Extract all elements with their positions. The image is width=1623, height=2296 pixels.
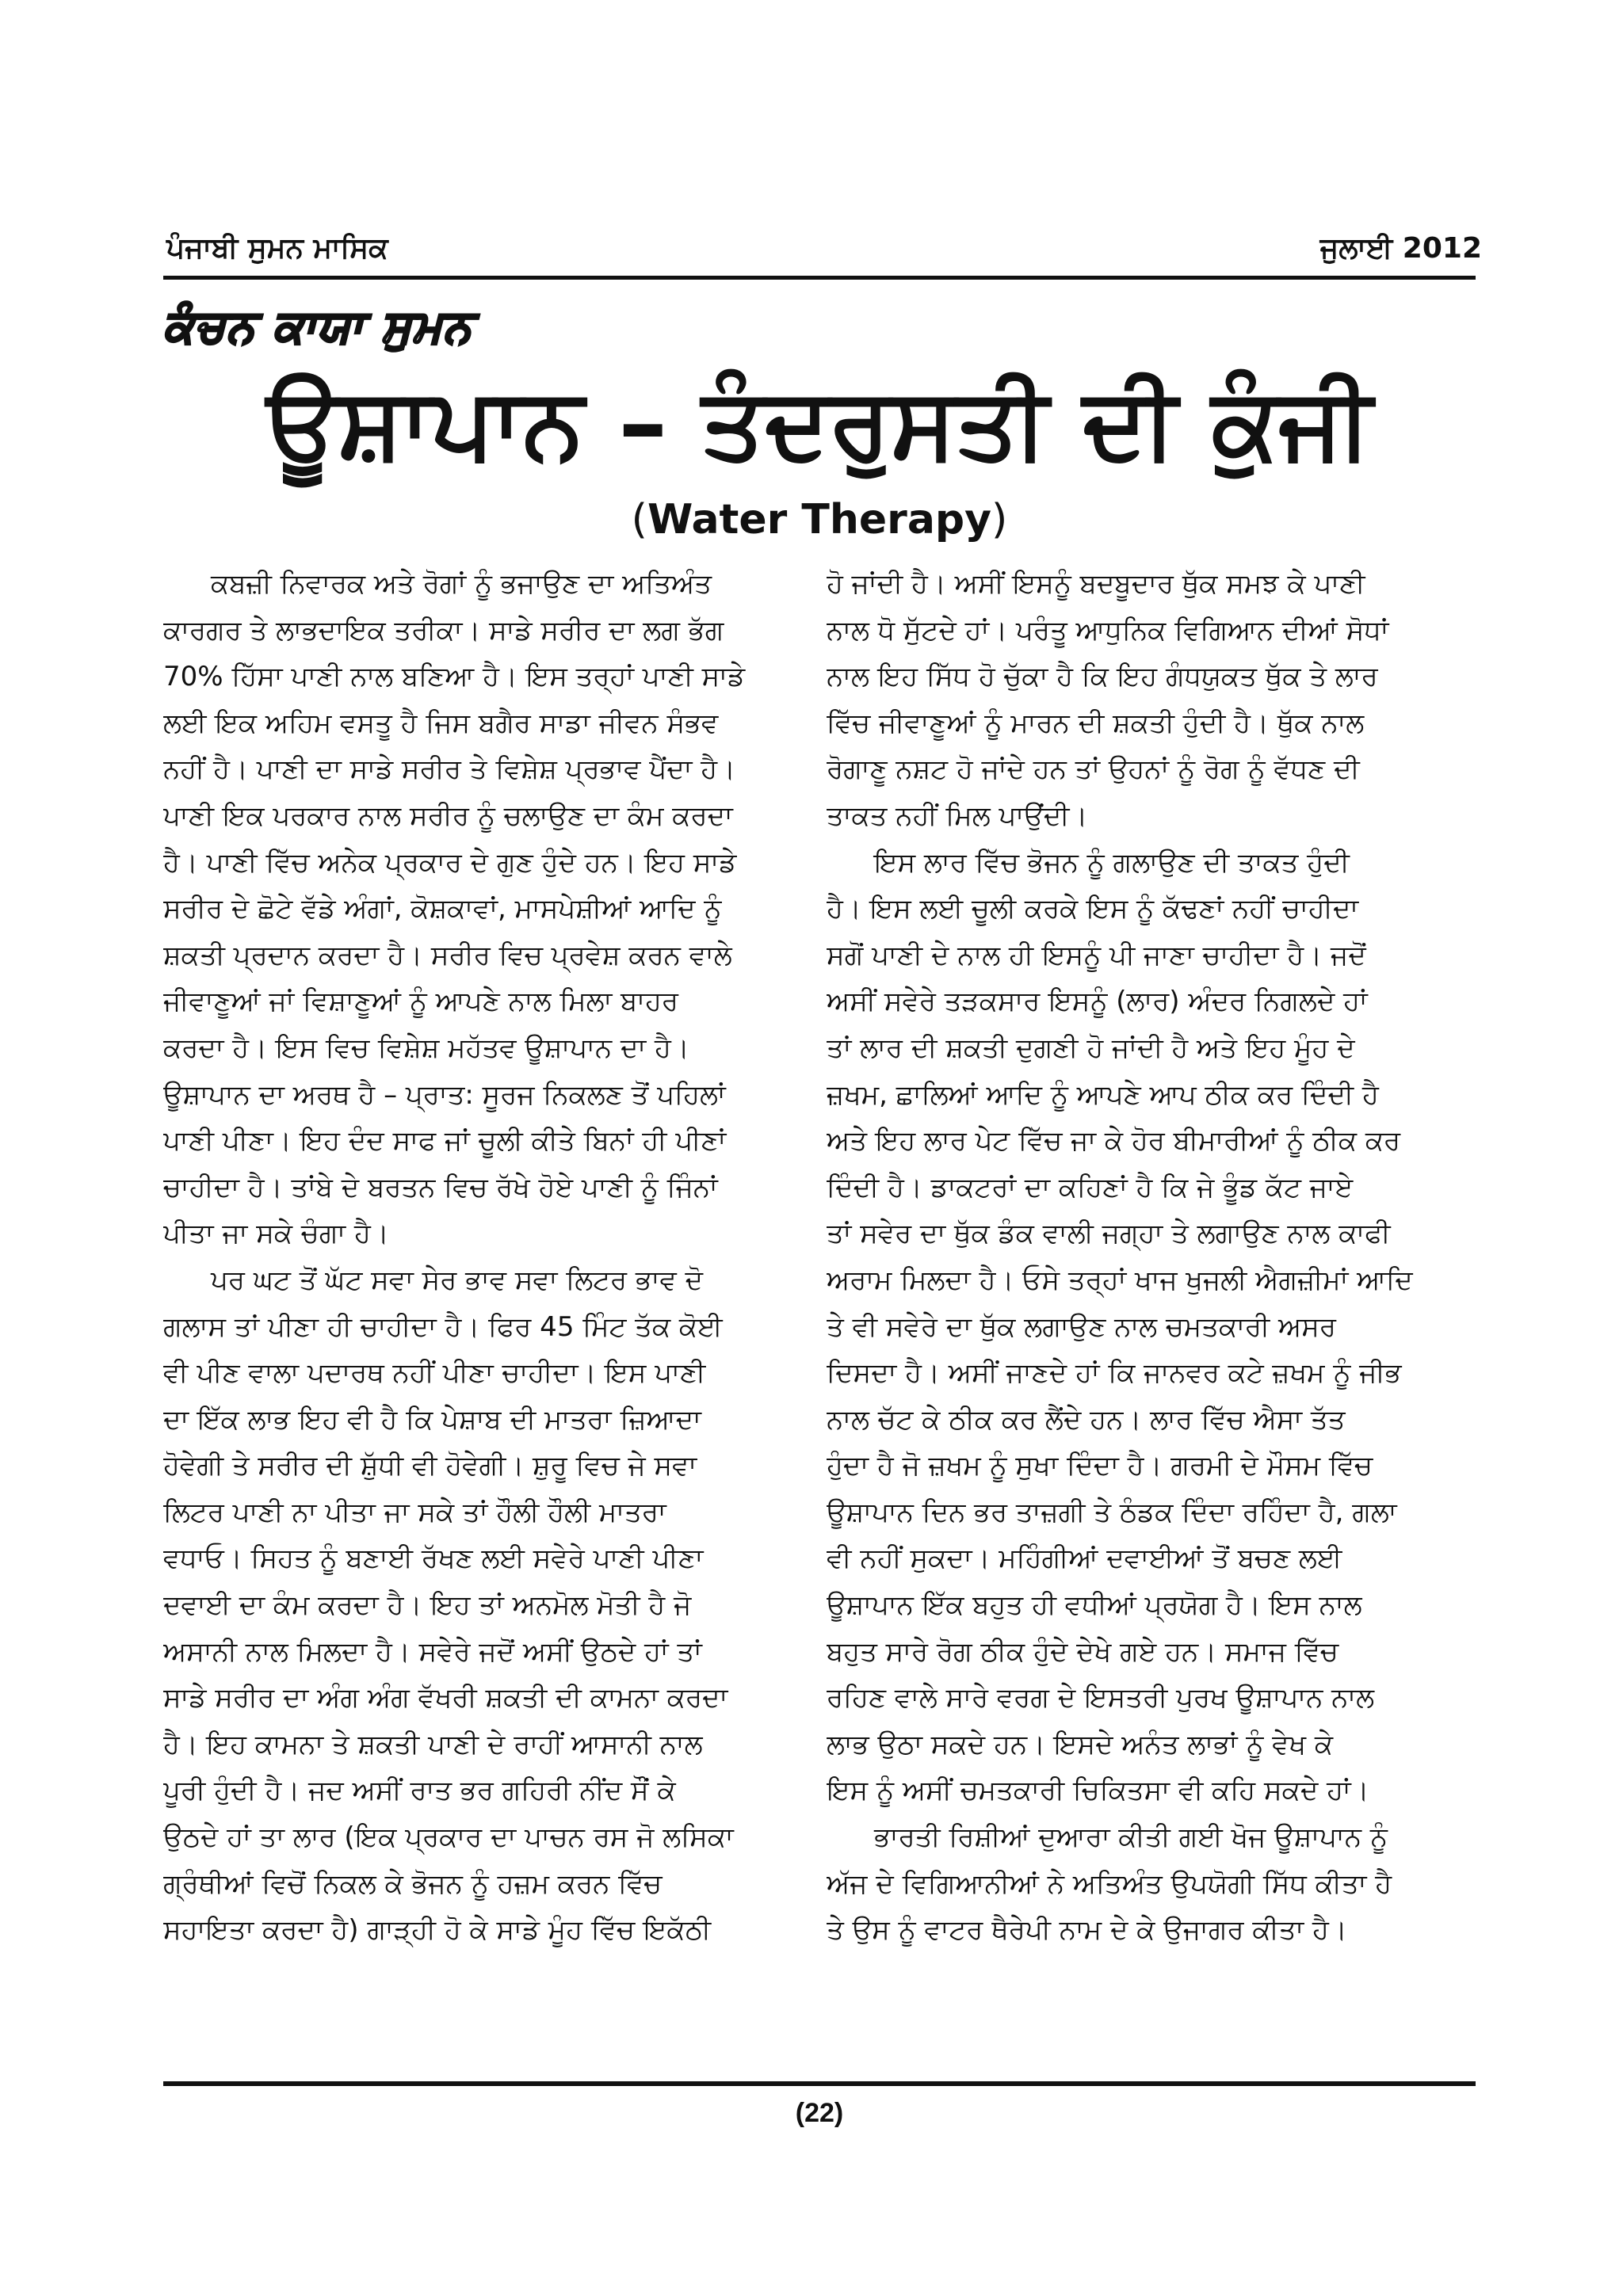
article-subtitle: [163, 491, 1476, 548]
body-line: ਅਸੀਂ ਸਵੇਰੇ ਤੜਕਸਾਰ ਇਸਨੂੰ (ਲਾਰ) ਅੰਦਰ ਨਿਗਲਦੇ ਹਾਂ: [827, 986, 1368, 1018]
body-line: ਦਿਸਦਾ ਹੈ। ਅਸੀਂ ਜਾਣਦੇ ਹਾਂ ਕਿ ਜਾਨਵਰ ਕਟੇ ਜ਼ਖਮ ਨੂੰ ਜੀਭ: [827, 1357, 1402, 1390]
body-line: ਦਵਾਈ ਦਾ ਕੰਮ ਕਰਦਾ ਹੈ। ਇਹ ਤਾਂ ਅਨਮੋਲ ਮੋਤੀ ਹੈ ਜੋ: [163, 1589, 692, 1622]
subtitle-close-paren: ): [991, 496, 1008, 543]
body-line: ਕਰਦਾ ਹੈ। ਇਸ ਵਿਚ ਵਿਸ਼ੇਸ਼ ਮਹੱਤਵ ਊਸ਼ਾਪਾਨ ਦਾ ਹੈ।: [163, 1032, 689, 1064]
body-line: ਲਈ ਇਕ ਅਹਿਮ ਵਸਤੂ ਹੈ ਜਿਸ ਬਗੈਰ ਸਾਡਾ ਜੀਵਨ ਸੰਭਵ: [163, 707, 719, 739]
body-line: ਤੇ ਉਸ ਨੂੰ ਵਾਟਰ ਥੈਰੇਪੀ ਨਾਮ ਦੇ ਕੇ ਉਜਾਗਰ ਕੀਤਾ ਹੈ।: [827, 1914, 1347, 1947]
body-line: ਅੱਜ ਦੇ ਵਿਗਿਆਨੀਆਂ ਨੇ ਅਤਿਅੰਤ ਉਪਯੋਗੀ ਸਿੱਧ ਕੀਤਾ ਹੈ: [827, 1867, 1392, 1900]
body-line: ਸਰੀਰ ਦੇ ਛੋਟੇ ਵੱਡੇ ਅੰਗਾਂ, ਕੋਸ਼ਕਾਵਾਂ, ਮਾਸਪੇਸ਼ੀਆਂ ਆਦਿ ਨੂੰ: [163, 893, 722, 925]
body-line: ਤੇ ਵੀ ਸਵੇਰੇ ਦਾ ਥੁੱਕ ਲਗਾਉਣ ਨਾਲ ਚਮਤਕਾਰੀ ਅਸਰ: [827, 1310, 1337, 1343]
body-line: ਕਾਰਗਰ ਤੇ ਲਾਭਦਾਇਕ ਤਰੀਕਾ। ਸਾਡੇ ਸਰੀਰ ਦਾ ਲਗ ਭੱਗ: [163, 614, 724, 646]
body-line: ਸਗੋਂ ਪਾਣੀ ਦੇ ਨਾਲ ਹੀ ਇਸਨੂੰ ਪੀ ਜਾਣਾ ਚਾਹੀਦਾ ਹੈ। ਜਦੋਂ: [827, 939, 1366, 971]
body-line: ਬਹੁਤ ਸਾਰੇ ਰੋਗ ਠੀਕ ਹੁੰਦੇ ਦੇਖੇ ਗਏ ਹਨ। ਸਮਾਜ ਵਿੱਚ: [827, 1635, 1338, 1668]
subtitle-open-paren: (: [631, 496, 647, 543]
body-line: ਹੈ। ਇਸ ਲਈ ਚੂਲੀ ਕਰਕੇ ਇਸ ਨੂੰ ਕੱਢਣਾਂ ਨਹੀਂ ਚਾਹੀਦਾ: [827, 893, 1359, 925]
left-column: [163, 561, 800, 1954]
body-line: ਰੋਗਾਣੂ ਨਸ਼ਟ ਹੋ ਜਾਂਦੇ ਹਨ ਤਾਂ ਉਹਨਾਂ ਨੂੰ ਰੋਗ ਨੂੰ ਵੱਧਣ ਦੀ: [827, 753, 1360, 786]
page-number: (22): [795, 2098, 844, 2128]
body-line: ਊਸ਼ਾਪਾਨ ਇੱਕ ਬਹੁਤ ਹੀ ਵਧੀਆਂ ਪ੍ਰਯੋਗ ਹੈ। ਇਸ ਨਾਲ: [827, 1589, 1362, 1622]
body-line: ਊਸ਼ਾਪਾਨ ਦਿਨ ਭਰ ਤਾਜ਼ਗੀ ਤੇ ਠੰਡਕ ਦਿੰਦਾ ਰਹਿੰਦਾ ਹੈ, ਗਲਾ: [827, 1496, 1397, 1528]
body-line: ਵਧਾਓ। ਸਿਹਤ ਨੂੰ ਬਣਾਈ ਰੱਖਣ ਲਈ ਸਵੇਰੇ ਪਾਣੀ ਪੀਣਾ: [163, 1543, 704, 1575]
body-line: ਪੂਰੀ ਹੁੰਦੀ ਹੈ। ਜਦ ਅਸੀਂ ਰਾਤ ਭਰ ਗਹਿਰੀ ਨੀਂਦ ਸੌਂ ਕੇ: [163, 1775, 676, 1807]
header-rule: [163, 276, 1476, 280]
body-line: ਤਾਕਤ ਨਹੀਂ ਮਿਲ ਪਾਉਂਦੀ।: [827, 799, 1088, 832]
body-line: ਪਾਣੀ ਪੀਣਾ। ਇਹ ਦੰਦ ਸਾਫ ਜਾਂ ਚੂਲੀ ਕੀਤੇ ਬਿਨਾਂ ਹੀ ਪੀਣਾਂ: [163, 1125, 727, 1158]
body-line: ਪਰ ਘਟ ਤੋਂ ਘੱਟ ਸਵਾ ਸੇਰ ਭਾਵ ਸਵਾ ਲਿਟਰ ਭਾਵ ਦੋ: [211, 1264, 704, 1296]
section-title: ਕੰਚਨ ਕਾਯਾ ਸੁਮਨ: [163, 300, 473, 353]
body-line: ਗਲਾਸ ਤਾਂ ਪੀਣਾ ਹੀ ਚਾਹੀਦਾ ਹੈ। ਫਿਰ 45 ਮਿੰਟ ਤੱਕ ਕੋਈ: [163, 1310, 723, 1343]
body-line: ਭਾਰਤੀ ਰਿਸ਼ੀਆਂ ਦੁਆਰਾ ਕੀਤੀ ਗਈ ਖੋਜ ਊਸ਼ਾਪਾਨ ਨੂੰ: [874, 1821, 1388, 1854]
body-line: ਇਸ ਲਾਰ ਵਿੱਚ ਭੋਜਨ ਨੂੰ ਗਲਾਉਣ ਦੀ ਤਾਕਤ ਹੁੰਦੀ: [874, 846, 1350, 879]
body-line: ਦਿੰਦੀ ਹੈ। ਡਾਕਟਰਾਂ ਦਾ ਕਹਿਣਾਂ ਹੈ ਕਿ ਜੇ ਭੂੰਡ ਕੱਟ ਜਾਏ: [827, 1171, 1354, 1203]
body-line: ਹੈ। ਇਹ ਕਾਮਨਾ ਤੇ ਸ਼ਕਤੀ ਪਾਣੀ ਦੇ ਰਾਹੀਂ ਆਸਾਨੀ ਨਾਲ: [163, 1728, 703, 1760]
magazine-name: ਪੰਜਾਬੀ ਸੁਮਨ ਮਾਸਿਕ: [166, 232, 388, 265]
body-line: ਹੈ। ਪਾਣੀ ਵਿੱਚ ਅਨੇਕ ਪ੍ਰਕਾਰ ਦੇ ਗੁਣ ਹੁੰਦੇ ਹਨ। ਇਹ ਸਾਡੇ: [163, 846, 737, 879]
body-line: ਵੀ ਨਹੀਂ ਸੁਕਦਾ। ਮਹਿੰਗੀਆਂ ਦਵਾਈਆਂ ਤੋਂ ਬਚਣ ਲਈ: [827, 1543, 1342, 1575]
right-column: [827, 561, 1464, 1954]
body-line: ਜੀਵਾਣੂਆਂ ਜਾਂ ਵਿਸ਼ਾਣੂਆਂ ਨੂੰ ਆਪਣੇ ਨਾਲ ਮਿਲਾ ਬਾਹਰ: [163, 986, 679, 1018]
body-line: 70% ਹਿੱਸਾ ਪਾਣੀ ਨਾਲ ਬਣਿਆ ਹੈ। ਇਸ ਤਰ੍ਹਾਂ ਪਾਣੀ ਸਾਡੇ: [163, 661, 746, 693]
footer-rule: [163, 2081, 1476, 2086]
body-line: ਹੁੰਦਾ ਹੈ ਜੋ ਜ਼ਖਮ ਨੂੰ ਸੁਖਾ ਦਿੰਦਾ ਹੈ। ਗਰਮੀ ਦੇ ਮੌਸਮ ਵਿੱਚ: [827, 1450, 1373, 1482]
body-line: ਅਤੇ ਇਹ ਲਾਰ ਪੇਟ ਵਿੱਚ ਜਾ ਕੇ ਹੋਰ ਬੀਮਾਰੀਆਂ ਨੂੰ ਠੀਕ ਕਰ: [827, 1125, 1401, 1158]
subtitle-text: Water Therapy: [647, 496, 992, 543]
body-line: ਹੋਵੇਗੀ ਤੇ ਸਰੀਰ ਦੀ ਸ਼ੁੱਧੀ ਵੀ ਹੋਵੇਗੀ। ਸ਼ੁਰੂ ਵਿਚ ਜੇ ਸਵਾ: [163, 1450, 697, 1482]
body-line: ਊਸ਼ਾਪਾਨ ਦਾ ਅਰਥ ਹੈ – ਪ੍ਰਾਤ: ਸੂਰਜ ਨਿਕਲਣ ਤੋਂ ਪਹਿਲਾਂ: [163, 1078, 726, 1111]
body-line: ਨਹੀਂ ਹੈ। ਪਾਣੀ ਦਾ ਸਾਡੇ ਸਰੀਰ ਤੇ ਵਿਸ਼ੇਸ਼ ਪ੍ਰਭਾਵ ਪੈਂਦਾ ਹੈ।: [163, 753, 736, 786]
body-line: ਸ਼ਕਤੀ ਪ੍ਰਦਾਨ ਕਰਦਾ ਹੈ। ਸਰੀਰ ਵਿਚ ਪ੍ਰਵੇਸ਼ ਕਰਨ ਵਾਲੇ: [163, 939, 732, 971]
body-line: ਦਾ ਇੱਕ ਲਾਭ ਇਹ ਵੀ ਹੈ ਕਿ ਪੇਸ਼ਾਬ ਦੀ ਮਾਤਰਾ ਜ਼ਿਆਦਾ: [163, 1403, 701, 1436]
body-line: ਇਸ ਨੂੰ ਅਸੀਂ ਚਮਤਕਾਰੀ ਚਿਕਿਤਸਾ ਵੀ ਕਹਿ ਸਕਦੇ ਹਾਂ।: [827, 1775, 1369, 1807]
body-line: ਤਾਂ ਸਵੇਰ ਦਾ ਥੁੱਕ ਡੰਕ ਵਾਲੀ ਜਗ੍ਹਾ ਤੇ ਲਗਾਉਣ ਨਾਲ ਕਾਫੀ: [827, 1218, 1391, 1250]
body-line: ਸਾਡੇ ਸਰੀਰ ਦਾ ਅੰਗ ਅੰਗ ਵੱਖਰੀ ਸ਼ਕਤੀ ਦੀ ਕਾਮਨਾ ਕਰਦਾ: [163, 1682, 728, 1714]
body-line: ਨਾਲ ਧੋ ਸੁੱਟਦੇ ਹਾਂ। ਪਰੰਤੂ ਆਧੁਨਿਕ ਵਿਗਿਆਨ ਦੀਆਂ ਸੋਧਾਂ: [827, 614, 1389, 646]
body-line: ਵਿੱਚ ਜੀਵਾਣੂਆਂ ਨੂੰ ਮਾਰਨ ਦੀ ਸ਼ਕਤੀ ਹੁੰਦੀ ਹੈ। ਥੁੱਕ ਨਾਲ: [827, 707, 1365, 739]
body-line: ਅਰਾਮ ਮਿਲਦਾ ਹੈ। ਓਸੇ ਤਰ੍ਹਾਂ ਖਾਜ ਖੁਜਲੀ ਐਗਜ਼ੀਮਾਂ ਆਦਿ: [827, 1264, 1413, 1296]
issue-date: ਜੁਲਾਈ 2012: [1319, 232, 1482, 265]
body-line: ਪਾਣੀ ਇਕ ਪਰਕਾਰ ਨਾਲ ਸਰੀਰ ਨੂੰ ਚਲਾਉਣ ਦਾ ਕੰਮ ਕਰਦਾ: [163, 799, 733, 832]
body-line: ਲਿਟਰ ਪਾਣੀ ਨਾ ਪੀਤਾ ਜਾ ਸਕੇ ਤਾਂ ਹੌਲੀ ਹੌਲੀ ਮਾਤਰਾ: [163, 1496, 666, 1528]
body-line: ਰਹਿਣ ਵਾਲੇ ਸਾਰੇ ਵਰਗ ਦੇ ਇਸਤਰੀ ਪੁਰਖ ਊਸ਼ਾਪਾਨ ਨਾਲ: [827, 1682, 1375, 1714]
body-line: ਤਾਂ ਲਾਰ ਦੀ ਸ਼ਕਤੀ ਦੁਗਣੀ ਹੋ ਜਾਂਦੀ ਹੈ ਅਤੇ ਇਹ ਮੂੰਹ ਦੇ: [827, 1032, 1355, 1064]
body-line: ਕਬਜ਼ੀ ਨਿਵਾਰਕ ਅਤੇ ਰੋਗਾਂ ਨੂੰ ਭਜਾਉਣ ਦਾ ਅਤਿਅੰਤ: [211, 568, 712, 600]
body-line: ਅਸਾਨੀ ਨਾਲ ਮਿਲਦਾ ਹੈ। ਸਵੇਰੇ ਜਦੋਂ ਅਸੀਂ ਉਠਦੇ ਹਾਂ ਤਾਂ: [163, 1635, 702, 1668]
body-line: ਲਾਭ ਉਠਾ ਸਕਦੇ ਹਨ। ਇਸਦੇ ਅਨੰਤ ਲਾਭਾਂ ਨੂੰ ਵੇਖ ਕੇ: [827, 1728, 1334, 1760]
body-line: ਜ਼ਖਮ, ਛਾਲਿਆਂ ਆਦਿ ਨੂੰ ਆਪਣੇ ਆਪ ਠੀਕ ਕਰ ਦਿੰਦੀ ਹੈ: [827, 1078, 1379, 1111]
body-line: ਵੀ ਪੀਣ ਵਾਲਾ ਪਦਾਰਥ ਨਹੀਂ ਪੀਣਾ ਚਾਹੀਦਾ। ਇਸ ਪਾਣੀ: [163, 1357, 706, 1390]
body-line: ਉਠਦੇ ਹਾਂ ਤਾ ਲਾਰ (ਇਕ ਪ੍ਰਕਾਰ ਦਾ ਪਾਚਨ ਰਸ ਜੋ ਲਸਿਕਾ: [163, 1821, 734, 1854]
body-line: ਹੋ ਜਾਂਦੀ ਹੈ। ਅਸੀਂ ਇਸਨੂੰ ਬਦਬੂਦਾਰ ਥੁੱਕ ਸਮਝ ਕੇ ਪਾਣੀ: [827, 568, 1365, 600]
body-line: ਗ੍ਰੰਥੀਆਂ ਵਿਚੋਂ ਨਿਕਲ ਕੇ ਭੋਜਨ ਨੂੰ ਹਜ਼ਮ ਕਰਨ ਵਿੱਚ: [163, 1867, 663, 1900]
body-line: ਚਾਹੀਦਾ ਹੈ। ਤਾਂਬੇ ਦੇ ਬਰਤਨ ਵਿਚ ਰੱਖੇ ਹੋਏ ਪਾਣੀ ਨੂੰ ਜਿੰਨਾਂ: [163, 1171, 718, 1203]
body-line: ਨਾਲ ਇਹ ਸਿੱਧ ਹੋ ਚੁੱਕਾ ਹੈ ਕਿ ਇਹ ਗੰਧਯੁਕਤ ਥੁੱਕ ਤੇ ਲਾਰ: [827, 661, 1378, 693]
article-title: ਊਸ਼ਾਪਾਨ – ਤੰਦਰੁਸਤੀ ਦੀ ਕੁੰਜੀ: [266, 367, 1373, 481]
body-line: ਨਾਲ ਚੱਟ ਕੇ ਠੀਕ ਕਰ ਲੈਂਦੇ ਹਨ। ਲਾਰ ਵਿੱਚ ਐਸਾ ਤੱਤ: [827, 1403, 1346, 1436]
body-line: ਸਹਾਇਤਾ ਕਰਦਾ ਹੈ) ਗਾੜ੍ਹੀ ਹੋ ਕੇ ਸਾਡੇ ਮੂੰਹ ਵਿੱਚ ਇਕੱਠੀ: [163, 1914, 712, 1947]
body-line: ਪੀਤਾ ਜਾ ਸਕੇ ਚੰਗਾ ਹੈ।: [163, 1218, 389, 1250]
